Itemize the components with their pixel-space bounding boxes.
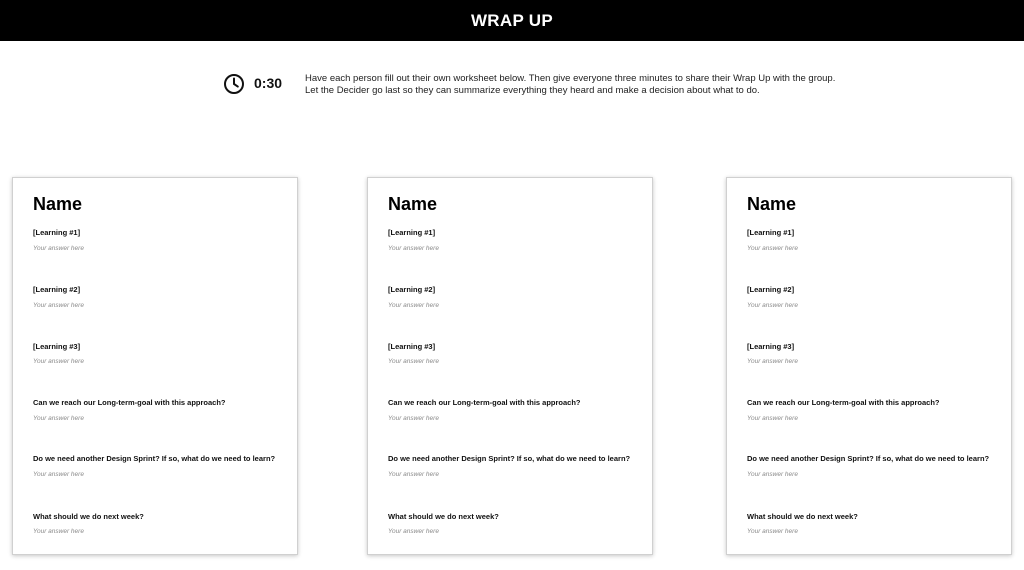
- question-label: [Learning #2]: [33, 285, 81, 294]
- question-label: [Learning #3]: [388, 342, 436, 351]
- question-label: [Learning #3]: [33, 342, 81, 351]
- question-label: Do we need another Design Sprint? If so, what do we need to learn?: [747, 454, 990, 463]
- answer-field[interactable]: Your answer here: [33, 471, 84, 478]
- instructions-text: Have each person fill out their own worksheet below. Then give everyone three minutes to share their Wrap Up with the group. Let the Decider go last so they can summarize everything they heard and make a decision about what to do.: [305, 73, 836, 96]
- question-label: Do we need another Design Sprint? If so, what do we need to learn?: [388, 454, 631, 463]
- question-label: [Learning #1]: [388, 228, 436, 237]
- question-label: [Learning #2]: [747, 285, 795, 294]
- question-label: Can we reach our Long-term-goal with this approach?: [388, 398, 581, 407]
- question-label: [Learning #3]: [747, 342, 795, 351]
- question-label: [Learning #2]: [388, 285, 436, 294]
- answer-field[interactable]: Your answer here: [33, 245, 84, 252]
- worksheet-card: [12, 177, 298, 555]
- clock-icon: [223, 73, 245, 95]
- answer-field[interactable]: Your answer here: [747, 302, 798, 309]
- answer-field[interactable]: Your answer here: [388, 245, 439, 252]
- answer-field[interactable]: Your answer here: [388, 358, 439, 365]
- question-label: Can we reach our Long-term-goal with this approach?: [33, 398, 226, 407]
- answer-field[interactable]: Your answer here: [388, 302, 439, 309]
- worksheet-name-heading[interactable]: Name: [33, 194, 83, 214]
- answer-field[interactable]: Your answer here: [747, 528, 798, 535]
- question-label: [Learning #1]: [747, 228, 795, 237]
- answer-field[interactable]: Your answer here: [747, 358, 798, 365]
- question-label: What should we do next week?: [33, 512, 144, 521]
- answer-field[interactable]: Your answer here: [747, 245, 798, 252]
- question-label: Do we need another Design Sprint? If so, what do we need to learn?: [33, 454, 276, 463]
- answer-field[interactable]: Your answer here: [747, 415, 798, 422]
- answer-field[interactable]: Your answer here: [388, 415, 439, 422]
- page-title: WRAP UP: [470, 10, 554, 30]
- answer-field[interactable]: Your answer here: [388, 471, 439, 478]
- timer-value: 0:30: [254, 75, 283, 91]
- answer-field[interactable]: Your answer here: [33, 415, 84, 422]
- answer-field[interactable]: Your answer here: [33, 302, 84, 309]
- question-label: What should we do next week?: [747, 512, 858, 521]
- answer-field[interactable]: Your answer here: [747, 471, 798, 478]
- worksheet-name-heading[interactable]: Name: [388, 194, 438, 214]
- answer-field[interactable]: Your answer here: [388, 528, 439, 535]
- question-label: [Learning #1]: [33, 228, 81, 237]
- worksheet-name-heading[interactable]: Name: [747, 194, 797, 214]
- worksheet-card: [726, 177, 1012, 555]
- header-bar: [0, 0, 1024, 41]
- answer-field[interactable]: Your answer here: [33, 358, 84, 365]
- answer-field[interactable]: Your answer here: [33, 528, 84, 535]
- worksheet-card: [367, 177, 653, 555]
- question-label: What should we do next week?: [388, 512, 499, 521]
- question-label: Can we reach our Long-term-goal with this approach?: [747, 398, 940, 407]
